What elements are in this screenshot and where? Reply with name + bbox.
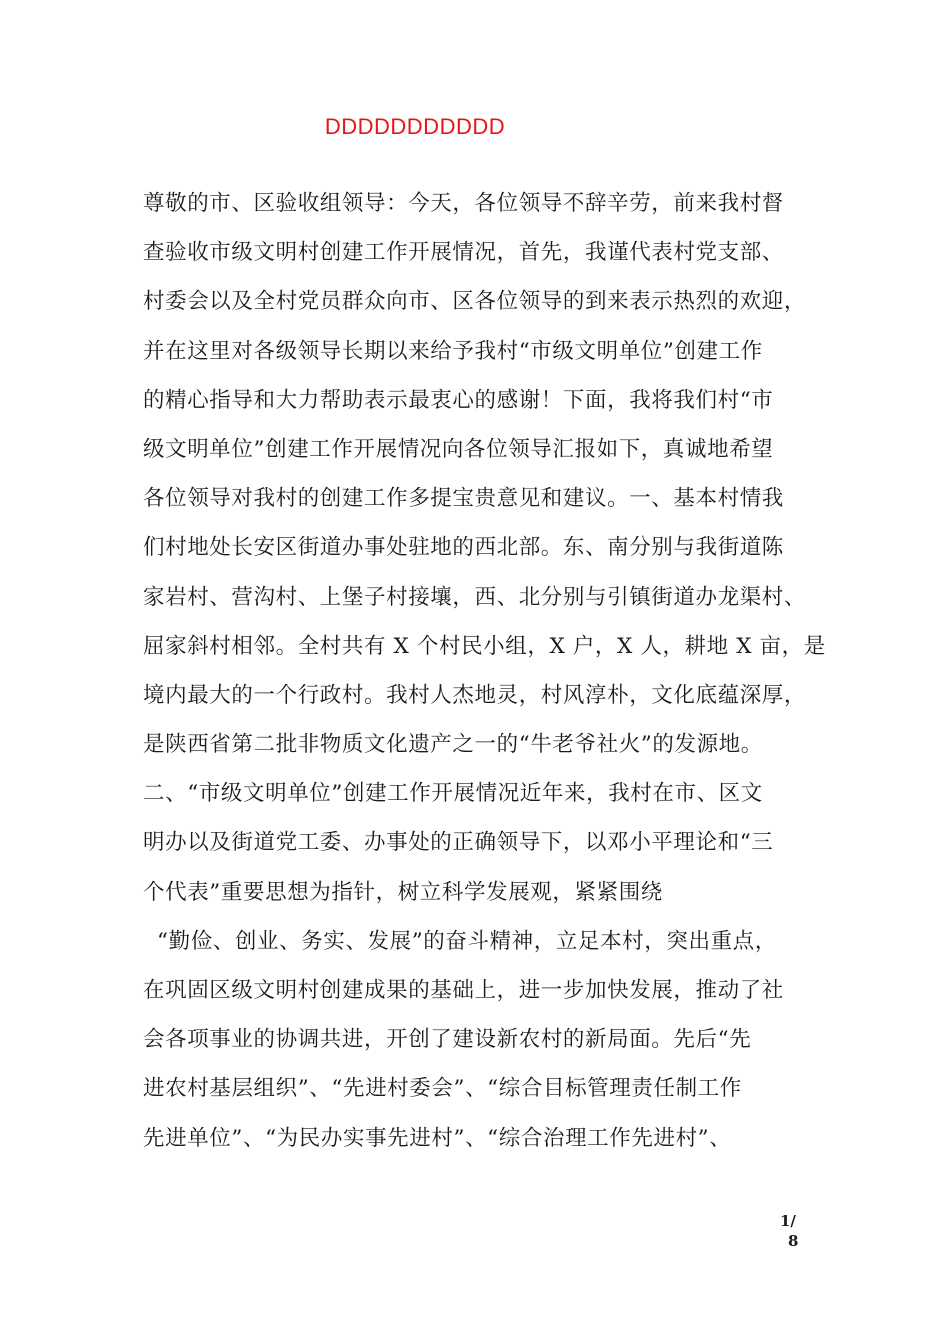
page-number-current: 1/ bbox=[780, 1212, 796, 1230]
body-line: 并在这里对各级领导长期以来给予我村“市级文明单位”创建工作 bbox=[143, 338, 763, 364]
body-line: 在巩固区级文明村创建成果的基础上，进一步加快发展，推动了社 bbox=[143, 978, 784, 1003]
body-line: 个代表”重要思想为指针，树立科学发展观，紧紧围绕 bbox=[143, 879, 663, 905]
body-line: “勤俭、创业、务实、发展”的奋斗精神，立足本村，突出重点， bbox=[157, 928, 777, 954]
body-line: 家岩村、营沟村、上堡子村接壤，西、北分别与引镇街道办龙渠村、 bbox=[143, 584, 807, 610]
page-number-total: 8 bbox=[788, 1232, 799, 1250]
body-line: 进农村基层组织”、“先进村委会”、“综合目标管理责任制工作 bbox=[143, 1076, 742, 1102]
body-line: 的精心指导和大力帮助表示最衷心的感谢！下面，我将我们村“市 bbox=[143, 387, 774, 413]
page-number bbox=[780, 1211, 810, 1251]
body-line: 查验收市级文明村创建工作开展情况，首先，我谨代表村党支部、 bbox=[143, 240, 784, 266]
body-line: 是陕西省第二批非物质文化遗产之一的“牛老爷社火”的发源地。 bbox=[143, 732, 763, 758]
body-line: 们村地处长安区街道办事处驻地的西北部。东、南分别与我街道陈 bbox=[143, 535, 784, 561]
body-line: 会各项事业的协调共进，开创了建设新农村的新局面。先后“先 bbox=[143, 1027, 752, 1053]
body-line: 尊敬的市、区验收组领导：今天，各位领导不辞辛劳，前来我村督 bbox=[143, 191, 784, 216]
body-line: 二、“市级文明单位”创建工作开展情况近年来，我村在市、区文 bbox=[143, 781, 763, 807]
body-line: 村委会以及全村党员群众向市、区各位领导的到来表示热烈的欢迎， bbox=[143, 289, 807, 315]
body-line: 境内最大的一个行政村。我村人杰地灵，村风淳朴，文化底蕴深厚， bbox=[143, 682, 807, 708]
body-line: 屈家斜村相邻。全村共有 X 个村民小组，X 户，X 人，耕地 X 亩，是 bbox=[143, 633, 826, 659]
body-line: 各位领导对我村的创建工作多提宝贵意见和建议。一、基本村情我 bbox=[143, 486, 784, 512]
body-line: 明办以及街道党工委、办事处的正确领导下，以邓小平理论和“三 bbox=[143, 830, 774, 856]
document-body bbox=[143, 186, 826, 1170]
document-title: DDDDDDDDDDD bbox=[324, 114, 506, 139]
body-line: 先进单位”、“为民办实事先进村”、“综合治理工作先进村”、 bbox=[143, 1125, 732, 1151]
body-line: 级文明单位”创建工作开展情况向各位领导汇报如下，真诚地希望 bbox=[143, 436, 774, 462]
